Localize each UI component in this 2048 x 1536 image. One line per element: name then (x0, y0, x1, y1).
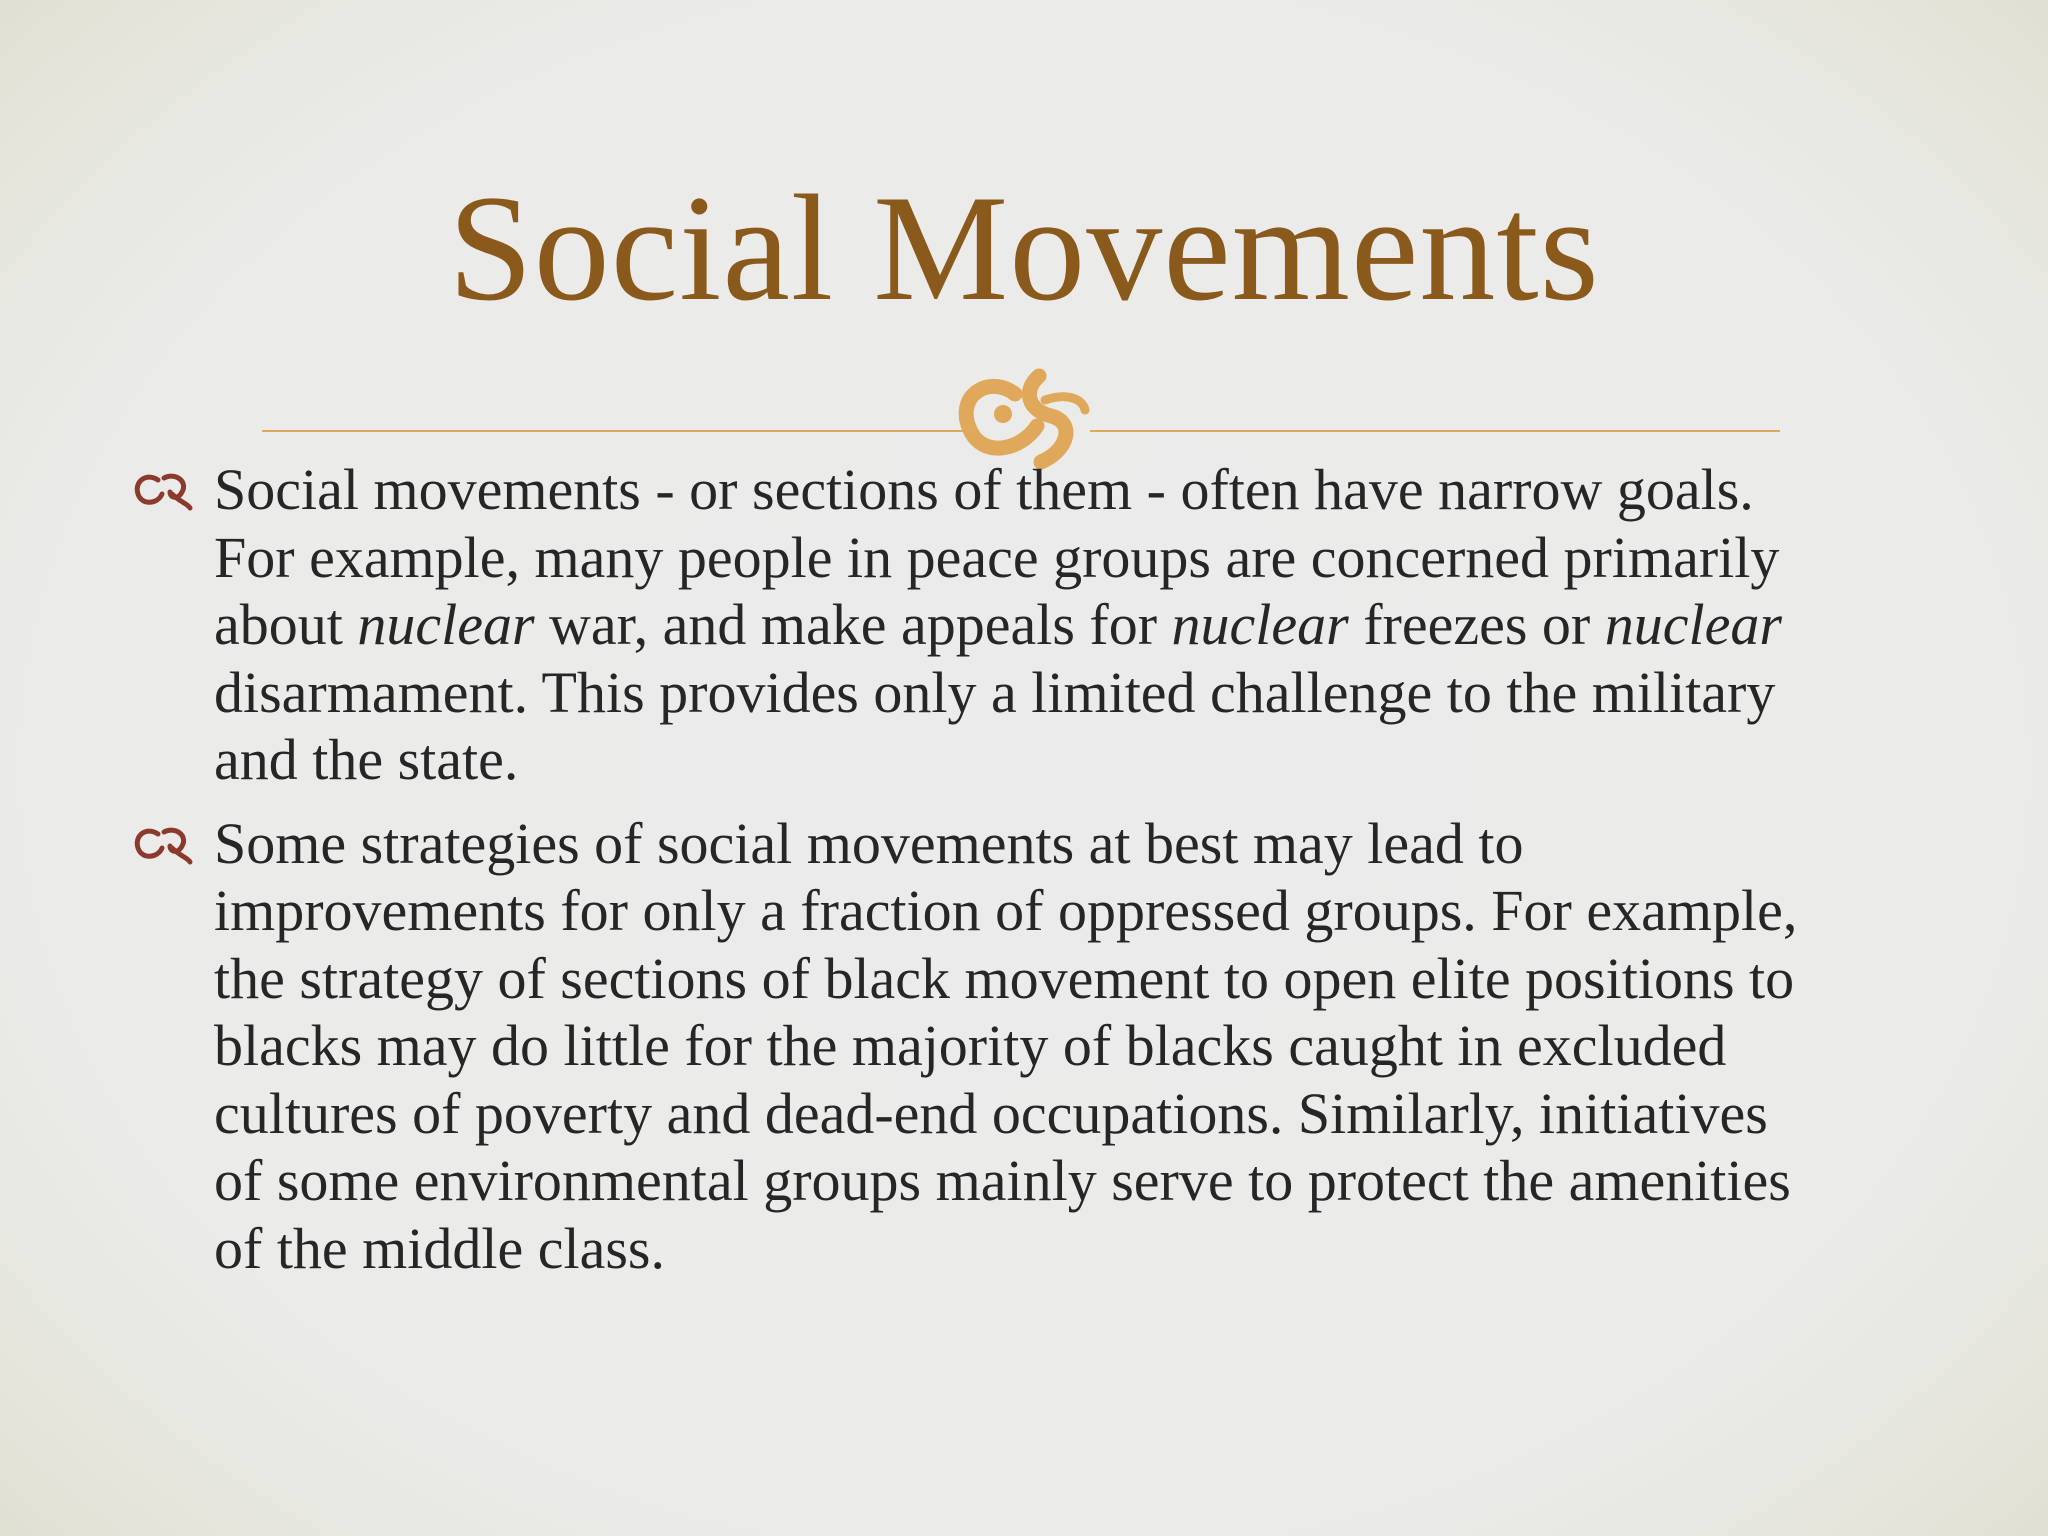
bullet-item (132, 810, 1812, 1283)
fleuron-bullet-icon (132, 822, 194, 866)
fleuron-bullet-icon (132, 468, 194, 512)
title-divider-left (262, 430, 970, 432)
bullet-text: Social movements - or sections of them - often have narrow goals. For example, many people in peace groups are concerned primarily about nuclear war, and make appeals for nuclear freezes or nuclear disarmament. This provides only a limited challenge to the military and the state. (214, 457, 1782, 792)
bullet-text: Some strategies of social movements at best may lead to improvements for only a fraction of oppressed groups. For example, the strategy of sections of black movement to open elite positions to blacks may do little for the majority of blacks caught in excluded cultures of poverty and dead-end occupations. Similarly, initiatives of some environmental groups mainly serve to protect the amenities of the middle class. (214, 810, 1798, 1281)
slide-title: Social Movements (448, 164, 1600, 332)
bullet-item (132, 456, 1812, 794)
title-divider-right (1090, 430, 1780, 432)
bullet-list (132, 456, 1812, 1298)
